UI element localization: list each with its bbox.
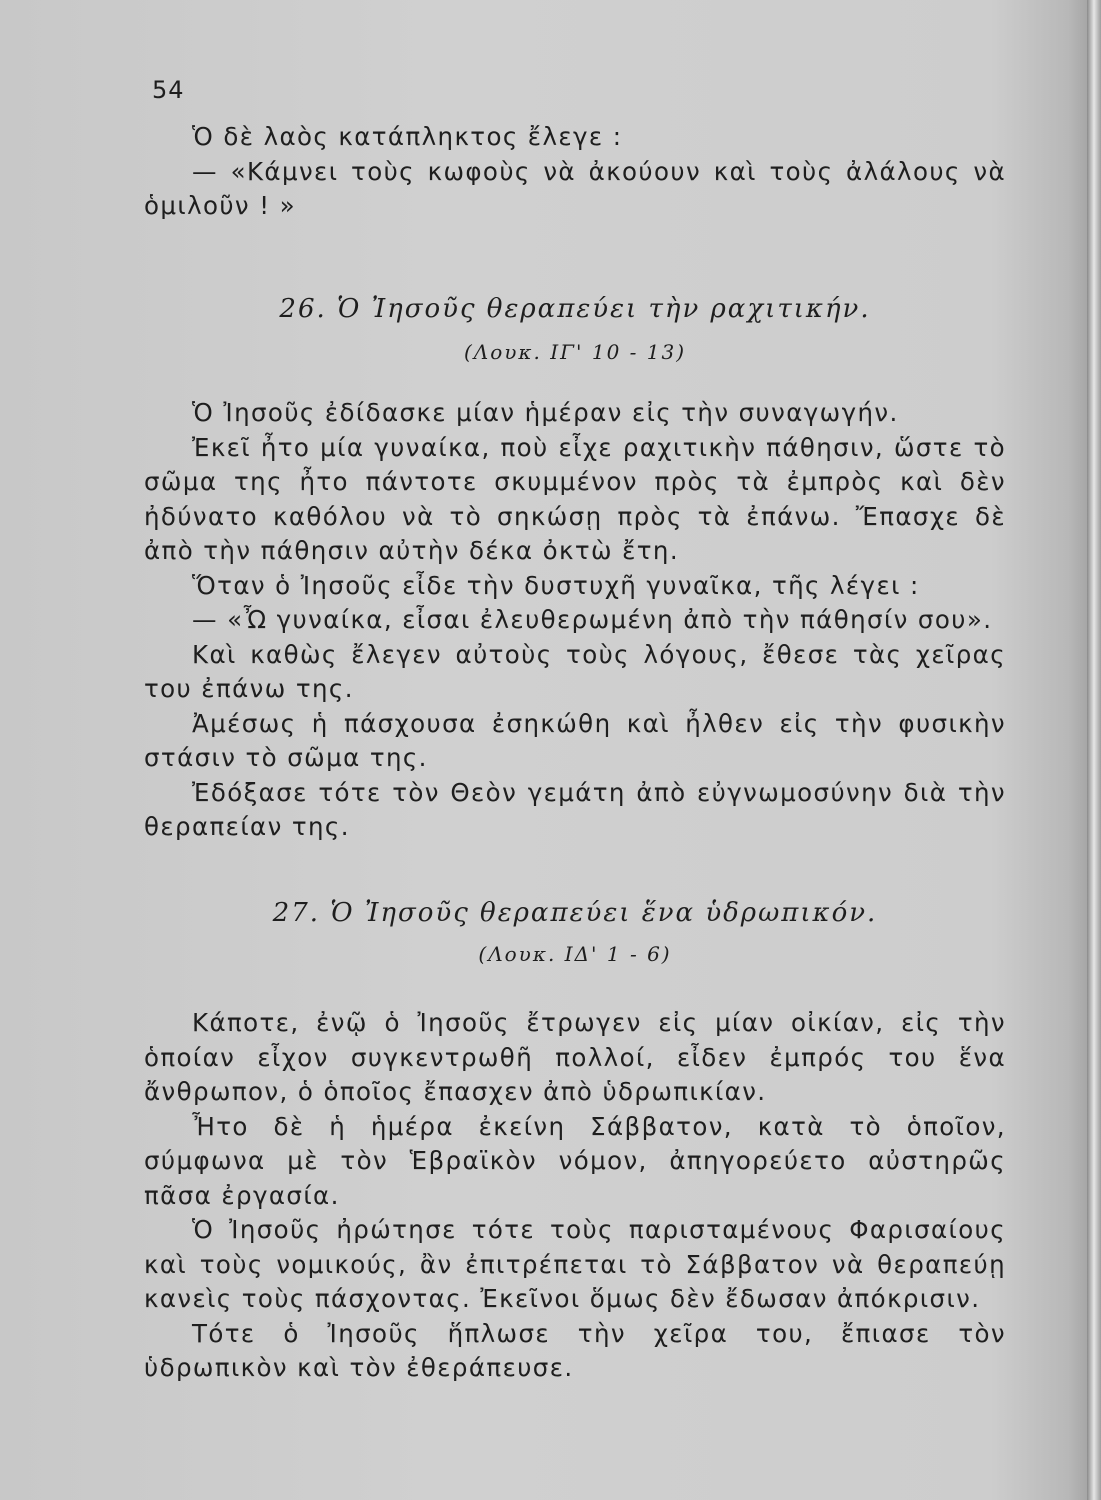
paragraph: Ἐκεῖ ἦτο μία γυναίκα, ποὺ εἶχε ραχιτικὴν πάθησιν, ὥστε τὸ σῶμα της ἦτο πάντοτε σκυμμένον πρὸς τὰ ἐμπρὸς καὶ δὲν ἠδύνατο καθόλου νὰ τὸ σηκώσῃ πρὸς τὰ ἐπάνω. Ἔπασχε δὲ ἀπὸ τὴν πάθησιν αὐτὴν δέκα ὀκτὼ ἔτη. <box>144 432 1006 565</box>
section-27-body <box>144 1006 1006 1386</box>
paragraph: Ἀμέσως ἡ πάσχουσα ἐσηκώθη καὶ ἦλθεν εἰς τὴν φυσικὴν στάσιν τὸ σῶμα της. <box>144 708 1006 772</box>
paragraph: — «Ὦ γυναίκα, εἶσαι ἐλευθερωμένη ἀπὸ τὴν πάθησίν σου». <box>192 605 993 634</box>
paragraph: Ὅταν ὁ Ἰησοῦς εἶδε τὴν δυστυχῆ γυναῖκα, τῆς λέγει : <box>192 570 920 600</box>
paragraph: Τότε ὁ Ἰησοῦς ἥπλωσε τὴν χεῖρα του, ἔπιασε τὸν ὑδρωπικὸν καὶ τὸν ἐθεράπευσε. <box>144 1318 1006 1382</box>
intro-paragraph: Ὁ δὲ λαὸς κατάπληκτος ἔλεγε : <box>192 122 623 151</box>
paragraph: Καὶ καθὼς ἔλεγεν αὐτοὺς τοὺς λόγους, ἔθεσε τὰς χεῖρας του ἐπάνω της. <box>144 639 1006 703</box>
section-26-body <box>144 396 1006 845</box>
paragraph: Ἐδόξασε τότε τὸν Θεὸν γεμάτη ἀπὸ εὐγνωμοσύνην διὰ τὴν θεραπείαν της. <box>144 777 1006 841</box>
paragraph: Ὁ Ἰησοῦς ἐδίδασκε μίαν ἡμέραν εἰς τὴν συναγωγήν. <box>192 398 899 427</box>
section-26-reference: (Λουκ. ΙΓ' 10 - 13) <box>463 340 687 364</box>
section-27-reference: (Λουκ. ΙΔ' 1 - 6) <box>478 942 672 966</box>
section-26-title: 26. Ὁ Ἰησοῦς θεραπεύει τὴν ραχιτικήν. <box>279 294 871 324</box>
paragraph: Ἦτο δὲ ἡ ἡμέρα ἐκείνη Σάββατον, κατὰ τὸ ὁποῖον, σύμφωνα μὲ τὸν Ἑβραϊκὸν νόμον, ἀπηγορεύετο αὐστηρῶς πᾶσα ἐργασία. <box>144 1111 1006 1210</box>
page-number: 54 <box>152 76 185 104</box>
intro-paragraph: — «Κάμνει τοὺς κωφοὺς νὰ ἀκούουν καὶ τοὺς ἀλάλους νὰ ὁμιλοῦν ! » <box>144 156 1006 220</box>
paragraph: Κάποτε, ἐνῷ ὁ Ἰησοῦς ἔτρωγεν εἰς μίαν οἰκίαν, εἰς τὴν ὁποίαν εἶχον συγκεντρωθῆ πολλοί, εἶδεν ἐμπρός του ἕνα ἄνθρωπον, ὁ ὁποῖος ἔπασχεν ἀπὸ ὑδρωπικίαν. <box>144 1008 1006 1106</box>
page-edge <box>1087 0 1101 1500</box>
paragraph: Ὁ Ἰησοῦς ἠρώτησε τότε τοὺς παρισταμένους Φαρισαίους καὶ τοὺς νομικούς, ἂν ἐπιτρέπεται τὸ Σάββατον νὰ θεραπεύῃ κανεὶς τοὺς πάσχοντας. Ἐκεῖνοι ὅμως δὲν ἔδωσαν ἀπόκρισιν. <box>144 1215 1006 1313</box>
intro-block <box>144 120 1006 224</box>
section-27-title: 27. Ὁ Ἰησοῦς θεραπεύει ἕνα ὑδρωπικόν. <box>272 898 878 928</box>
